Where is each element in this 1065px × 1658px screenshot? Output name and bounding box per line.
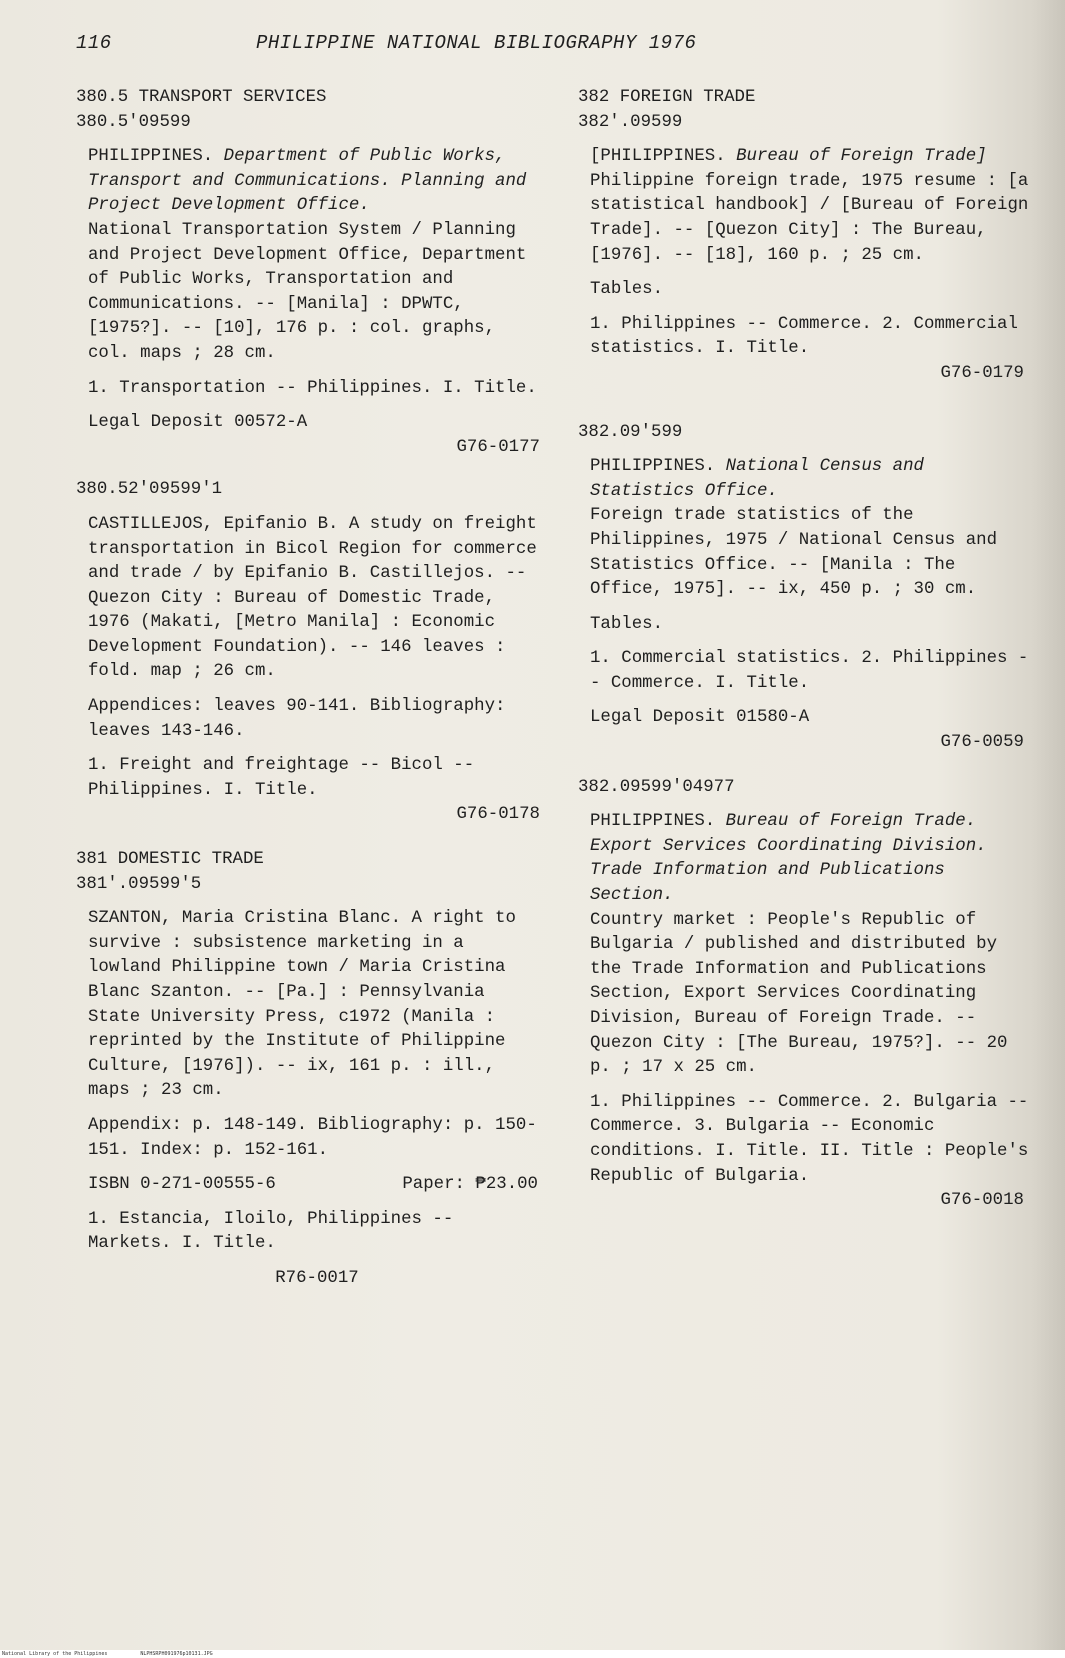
entry-author-division: National Census and Statistics Office. xyxy=(590,457,924,501)
entry-author: PHILIPPINES. xyxy=(88,147,214,167)
section-heading: 382 FOREIGN TRADE xyxy=(578,88,756,107)
control-number: G76-0018 xyxy=(940,1191,1024,1211)
catalog-entry xyxy=(578,810,1030,1214)
legal-deposit: Legal Deposit 01580-A xyxy=(590,708,810,728)
class-number: 382.09'599 xyxy=(578,422,683,442)
class-number: 382'.09599 xyxy=(578,112,683,132)
catalog-entry xyxy=(578,455,1030,756)
entry-382-09599 xyxy=(578,776,1030,1214)
section-380-5 xyxy=(76,86,546,460)
catalog-entry xyxy=(76,145,546,460)
entry-notes: Appendices: leaves 90-141. Bibliography: leaves 143-146. xyxy=(88,697,506,741)
entry-description: Foreign trade statistics of the Philippines, 1975 / National Census and Statistics Office. -- [Manila : The Office, 1975]. -- ix, 450 p. ; 30 cm. xyxy=(590,506,998,600)
section-heading: 380.5 TRANSPORT SERVICES xyxy=(76,88,327,107)
entry-description: CASTILLEJOS, Epifanio B. A study on freight transportation in Bicol Region for commerce and trade / by Epifanio B. Castillejos. -- Quezon City : Bureau of Domestic Trade, 1976 (Makati, [Metro Manila] : Economic Development Foundation). -- 146 leaves : fold. map ; 26 cm. xyxy=(88,514,537,682)
class-number: 381'.09599'5 xyxy=(76,874,202,894)
entry-description: Country market : People's Republic of Bulgaria / published and distributed by the Trade Information and Publications Section, Export Services Coordinating Division, Bureau of Foreign Trade. -- Quezon City : [The Bureau, 1975?]. -- 20 p. ; 17 x 25 cm. xyxy=(590,910,1008,1078)
catalog-entry xyxy=(76,513,546,828)
price: Paper: ₱23.00 xyxy=(402,1175,538,1195)
entry-notes: Appendix: p. 148-149. Bibliography: p. 150-151. Index: p. 152-161. xyxy=(88,1115,537,1160)
footer-file: NLPHSRPH091976p10131.JPG xyxy=(140,1651,213,1657)
section-heading: 381 DOMESTIC TRADE xyxy=(76,850,264,870)
entry-subjects: 1. Transportation -- Philippines. I. Title. xyxy=(88,378,537,398)
control-number: G76-0178 xyxy=(456,805,540,825)
entry-notes: Tables. xyxy=(590,614,664,634)
control-number: G76-0179 xyxy=(940,363,1024,383)
entry-author-division: Department of Public Works, Transport and Communications. Planning and Project Development Office. xyxy=(88,147,527,216)
entry-description: SZANTON, Maria Cristina Blanc. A right to survive : subsistence marketing in a lowland Philippine town / Maria Cristina Blanc Szanton. -- [Pa.] : Pennsylvania State University Press, c1972 (Manila : reprinted by the Institute of Philippine Culture, [1976]). -- ix, 161 p. : ill., maps ; 23 cm. xyxy=(88,909,516,1101)
entry-382-09 xyxy=(578,421,1030,756)
entry-author: PHILIPPINES. xyxy=(590,812,716,832)
scan-footer xyxy=(0,1650,1065,1658)
entry-notes: Tables. xyxy=(590,280,664,300)
entry-author: PHILIPPINES. xyxy=(590,457,716,477)
running-title: PHILIPPINE NATIONAL BIBLIOGRAPHY 1976 xyxy=(256,32,697,54)
entry-380-52 xyxy=(76,478,546,828)
entry-author-division: Bureau of Foreign Trade. Export Services Coordinating Division. Trade Information and Publications Section. xyxy=(590,812,987,906)
isbn-row xyxy=(88,1173,546,1198)
control-number: G76-0059 xyxy=(940,733,1024,753)
left-column xyxy=(76,80,546,1292)
entry-author-division: Bureau of Foreign Trade] xyxy=(736,147,987,167)
class-number: 380.52'09599'1 xyxy=(76,480,223,500)
control-number: R76-0017 xyxy=(275,1268,359,1288)
isbn: ISBN 0-271-00555-6 xyxy=(88,1175,276,1195)
catalog-entry xyxy=(76,907,546,1291)
page-number: 116 xyxy=(76,32,112,54)
footer-credit: National Library of the Philippines xyxy=(2,1651,108,1657)
entry-description: Philippine foreign trade, 1975 resume : [a statistical handbook] / [Bureau of Foreign Trade]. -- [Quezon City] : The Bureau, [1976]. -- [18], 160 p. ; 25 cm. xyxy=(590,171,1029,265)
entry-subjects: 1. Philippines -- Commerce. 2. Commercial statistics. I. Title. xyxy=(590,314,1018,359)
section-382 xyxy=(578,86,1030,387)
class-number: 380.5'09599 xyxy=(76,112,191,132)
entry-subjects: 1. Commercial statistics. 2. Philippines -- Commerce. I. Title. xyxy=(590,649,1029,693)
right-column xyxy=(578,80,1030,1214)
entry-subjects: 1. Freight and freightage -- Bicol -- Philippines. I. Title. xyxy=(88,756,475,800)
entry-author: [PHILIPPINES. xyxy=(590,147,726,167)
section-381 xyxy=(76,848,546,1292)
entry-subjects: 1. Estancia, Iloilo, Philippines -- Markets. I. Title. xyxy=(88,1209,454,1254)
legal-deposit: Legal Deposit 00572-A xyxy=(88,413,308,433)
class-number: 382.09599'04977 xyxy=(578,777,735,797)
entry-description: National Transportation System / Planning and Project Development Office, Department of Public Works, Transportation and Communications. -- [Manila] : DPWTC, [1975?]. -- [10], 176 p. : col. graphs, col. maps ; 28 cm. xyxy=(88,220,527,363)
catalog-entry xyxy=(578,145,1030,386)
entry-subjects: 1. Philippines -- Commerce. 2. Bulgaria -- Commerce. 3. Bulgaria -- Economic conditions. I. Title. II. Title : People's Republic of Bulgaria. xyxy=(590,1092,1029,1186)
control-number: G76-0177 xyxy=(456,437,540,457)
